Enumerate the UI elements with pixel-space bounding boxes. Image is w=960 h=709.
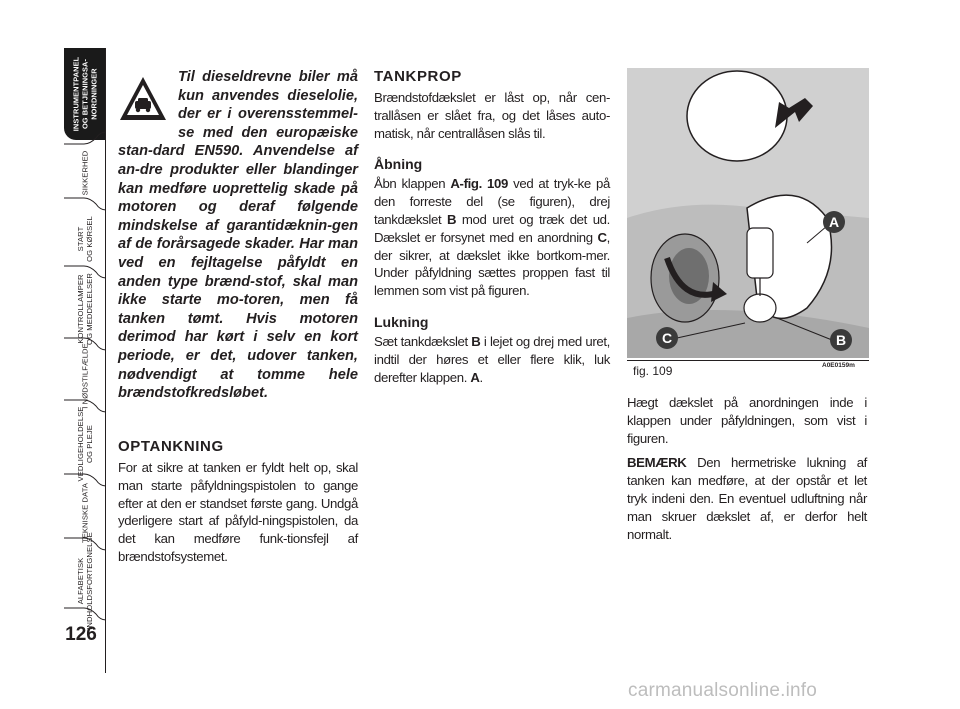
chapter-index	[0, 0, 110, 709]
abning-heading: Åbning	[374, 156, 423, 173]
fuel-cap-illustration	[627, 68, 869, 358]
abning-text: Åbn klappen A-fig. 109 ved at tryk-ke på den forreste del (se figuren), drej tankdækslet B mod uret og træk det ud. Dækslet er forsynet med en anordning C, der sikrer, at dækslet ikke bortkom-mer. Under påfyldning sættes proppen fast til lemmen som vist på figuren.	[374, 176, 610, 299]
tab-label: VEDLIGEHOLDELSE OG PLEJE	[76, 406, 94, 482]
ref-b: B	[471, 333, 481, 349]
ref-c: C	[597, 229, 607, 245]
tab-label: START OG KØRSEL	[76, 216, 94, 262]
tab-separators	[60, 0, 110, 709]
label-c: C	[661, 330, 673, 346]
tab-label: KONTROLLAMPER OG MEDDELELSER	[76, 273, 94, 345]
figure-code: A0E0159m	[822, 362, 855, 369]
lukning-heading: Lukning	[374, 313, 429, 330]
section-optankning	[118, 438, 358, 566]
column-middle	[374, 68, 610, 386]
figure-fuel-cap	[627, 68, 869, 358]
warning-box	[118, 68, 358, 403]
col3-paragraph: Hægt dækslet på anordningen inde i klappen under påfyldningen, som vist i figuren.	[627, 395, 867, 446]
warning-text: Til dieseldrevne biler må kun anvendes dieselolie, der er i overensstemmel-se med den europæiske stan-dard EN590. Anvendelse af an-dre produkter eller blandinger kan medføre uoprettelig skade på motoren og deraf følgende mindskelse af garantidæknin-gen af de forårsagede skader. Har man ved en fejltagelse påfyldt en anden type brænd-stof, skal man ikke starte mo-toren, men få tanken tømt. Hvis motoren derimod har kørt i selv en kort periode, er det, udover tanken, nødvendigt at tomme hele brændstofkredsløbet.	[118, 69, 358, 402]
note-label: BEMÆRK	[627, 455, 687, 471]
tankprop-intro: Brændstofdækslet er låst op, når cen-trallåsen er slået fra, og det låses auto-matisk, når centrallåsen slås til.	[374, 90, 610, 141]
column-right	[627, 394, 867, 543]
tab-label: I NØDSTILFÆLDE	[80, 343, 90, 409]
note-paragraph	[627, 454, 867, 543]
section-heading: TANKPROP	[374, 68, 462, 85]
tab-label: INSTRUMENTPANEL OG BETJENINGSA- NORDNINGER	[71, 56, 99, 132]
column-left	[118, 68, 358, 403]
label-a: A	[828, 214, 840, 230]
lukning-text: Sæt tankdækslet B i lejet og drej med uret, indtil der høres et eller flere klik, luk derefter klappen. A.	[374, 333, 610, 385]
fuel-pump-warning-icon	[118, 74, 168, 124]
label-b: B	[835, 332, 847, 348]
tab-label: TEKNISKE DATA	[80, 482, 90, 544]
watermark: carmanualsonline.info	[628, 680, 818, 701]
ref-fig-a: A-fig. 109	[450, 176, 508, 192]
section-heading: OPTANKNING	[118, 438, 224, 455]
optankning-text: For at sikre at tanken er fyldt helt op, skal man starte påfyldningspistolen to gange efter at den er standset første gang. Undgå yderligere start af påfyld-ningspistolen, da det kan medføre funk-tionsfejl af brændstofsystemet.	[118, 460, 358, 564]
tab-label: ALFABETISK INDHOLDSFORTEGNELSE	[76, 532, 94, 630]
page-number: 126	[65, 624, 97, 645]
sidebar-rule	[105, 48, 106, 673]
tab-label: SIKKERHED	[80, 150, 90, 196]
ref-a: A	[470, 369, 480, 385]
figure-caption: fig. 109	[633, 364, 673, 378]
figure-rule	[627, 360, 869, 361]
ref-b: B	[446, 211, 457, 227]
note-text: Den hermetriske lukning af tanken kan medføre, at der opstår et let tryk indeni den. En eventuel udluftning når man skruer dækslet af, er derfor helt normalt.	[627, 455, 867, 542]
